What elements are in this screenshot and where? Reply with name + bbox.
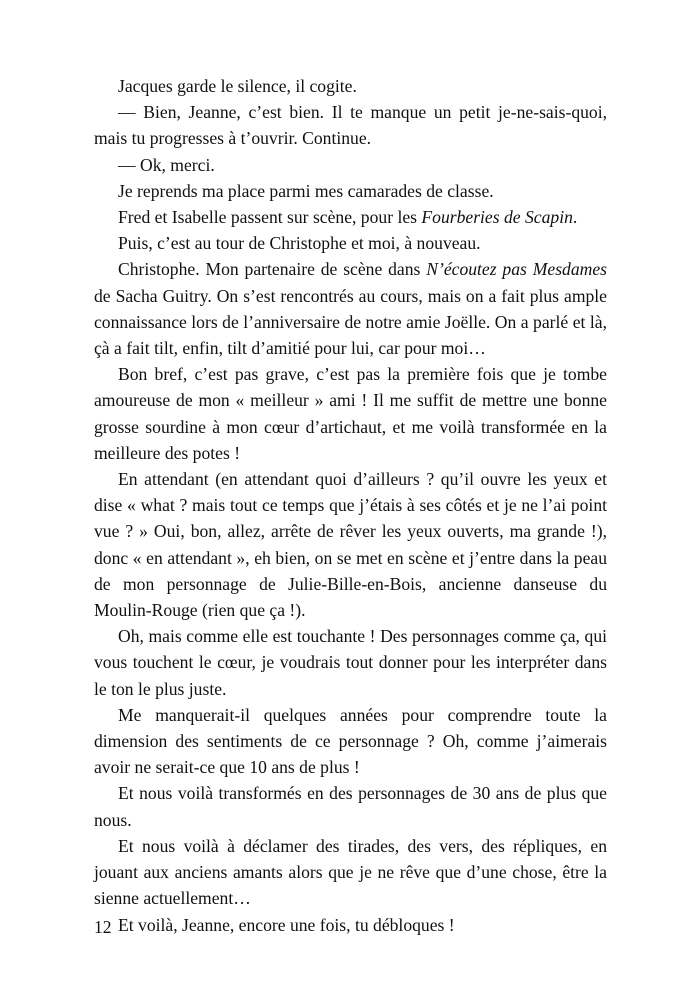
paragraph-text: En attendant (en attendant quoi d’ailleurs ? qu’il ouvre les yeux et dise « what ? mais tout ce temps que j’étais à ses côtés et je ne l’ai point vue ? » Oui, bon, allez, arrête de rêver les yeux ouverts, ma grande !), donc « en attendant », eh bien, on se met en scène et j’entre dans la peau de mon personnage de Julie-Bille-en-Bois, ancienne danseuse du Moulin-Rouge (rien que ça !). xyxy=(94,469,607,621)
italic-title: N’écoutez pas Mesdames xyxy=(426,259,607,280)
paragraph xyxy=(94,230,607,256)
paragraph-text: de Sacha Guitry. On s’est rencontrés au cours, mais on a fait plus ample connaissance lors de l’anniversaire de notre amie Joëlle. On a parlé et là, çà a fait tilt, enfin, tilt d’amitié pour lui, car pour moi… xyxy=(94,285,607,359)
page-body xyxy=(94,73,607,938)
paragraph-text: Bon bref, c’est pas grave, c’est pas la première fois que je tombe amoureuse de mon « meilleur » ami ! Il me suffit de mettre une bonne grosse sourdine à mon cœur d’artichaut, et me voilà transformée en la meilleure des potes ! xyxy=(94,364,607,463)
paragraph-text: Puis, c’est au tour de Christophe et moi, à nouveau. xyxy=(118,233,481,254)
paragraph xyxy=(94,152,607,178)
paragraph xyxy=(94,73,607,99)
paragraph xyxy=(94,912,607,938)
paragraph-text: Et nous voilà à déclamer des tirades, des vers, des répliques, en jouant aux anciens amants alors que je ne rêve que d’une chose, être la sienne actuellement… xyxy=(94,835,607,909)
paragraph-text: Oh, mais comme elle est touchante ! Des personnages comme ça, qui vous touchent le cœur, je voudrais tout donner pour les interpréter dans le ton le plus juste. xyxy=(94,626,607,699)
paragraph xyxy=(94,833,607,912)
paragraph xyxy=(94,623,607,702)
paragraph xyxy=(94,256,607,361)
paragraph-text: — Ok, merci. xyxy=(118,154,215,175)
paragraph-text: Et nous voilà transformés en des personnages de 30 ans de plus que nous. xyxy=(94,783,607,830)
paragraph-text: Et voilà, Jeanne, encore une fois, tu débloques ! xyxy=(118,914,455,935)
paragraph xyxy=(94,204,607,230)
paragraph xyxy=(94,702,607,781)
paragraph xyxy=(94,361,607,466)
paragraph-text: Je reprends ma place parmi mes camarades de classe. xyxy=(118,180,494,201)
paragraph xyxy=(94,178,607,204)
paragraph-text: Christophe. Mon partenaire de scène dans xyxy=(118,259,427,280)
italic-title: Fourberies de Scapin xyxy=(421,207,573,228)
paragraph-text: Fred et Isabelle passent sur scène, pour les xyxy=(118,207,422,228)
page-number: 12 xyxy=(94,917,112,937)
paragraph xyxy=(94,99,607,151)
paragraph xyxy=(94,466,607,623)
paragraph-text: — Bien, Jeanne, c’est bien. Il te manque un petit je-ne-sais-quoi, mais tu progresses à t’ouvrir. Continue. xyxy=(94,102,607,149)
paragraph-text: Me manquerait-il quelques années pour comprendre toute la dimension des sentiments de ce personnage ? Oh, comme j’aimerais avoir ne serait-ce que 10 ans de plus ! xyxy=(94,704,607,778)
paragraph-text: . xyxy=(572,207,578,228)
paragraph-text: Jacques garde le silence, il cogite. xyxy=(118,76,357,96)
paragraph xyxy=(94,780,607,832)
